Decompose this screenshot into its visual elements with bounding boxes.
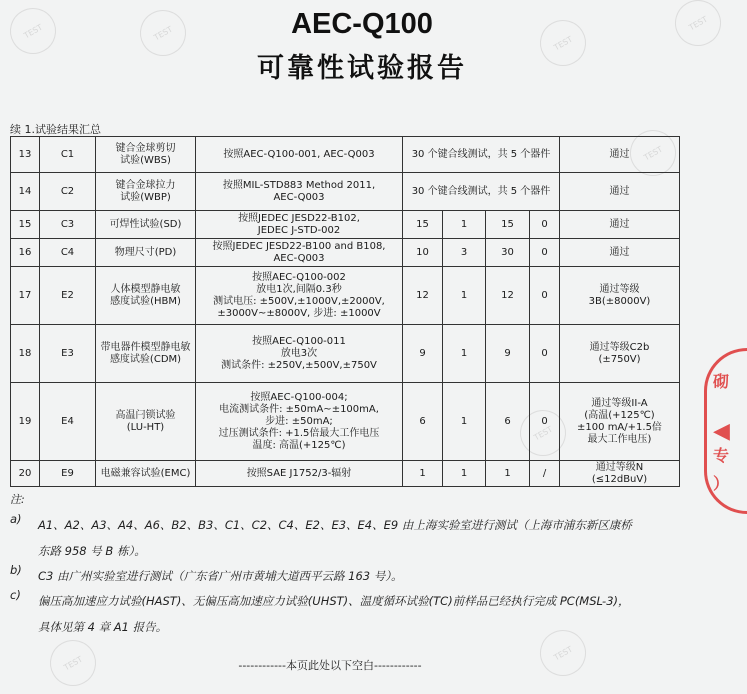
table-row [11,173,680,211]
cell-item: 带电器件模型静电敏 感度试验(CDM) [96,325,196,383]
cell-code: C2 [40,173,96,211]
cell-total: 9 [486,325,530,383]
cell-sample-size: 1 [403,461,443,487]
cell-sample-size: 12 [403,267,443,325]
cell-no: 18 [11,325,40,383]
cell-item: 高温闩锁试验 (LU-HT) [96,383,196,461]
cell-code: E3 [40,325,96,383]
cell-method: 按照AEC-Q100-002 放电1次,间隔0.3秒 测试电压: ±500V,±1000V,±2000V, ±3000V~±8000V, 步进: ±1000V [196,267,403,325]
cell-no: 16 [11,239,40,267]
cell-method: 按照AEC-Q100-001, AEC-Q003 [196,137,403,173]
cell-lots: 1 [443,267,486,325]
cell-total: 12 [486,267,530,325]
results-table [10,136,680,487]
cell-result: 通过等级II-A (高温(+125℃) ±100 mA/+1.5倍 最大工作电压) [560,383,680,461]
cell-fail: 0 [530,267,560,325]
cell-code: E4 [40,383,96,461]
cell-lots: 1 [443,325,486,383]
cell-fail: 0 [530,325,560,383]
cell-fail: 0 [530,383,560,461]
cell-fail: 0 [530,239,560,267]
red-seal-stamp [704,348,747,514]
note-marker: a) [10,512,22,526]
watermark: TEST [512,402,575,465]
report-title: AEC-Q100 [291,8,433,40]
cell-no: 14 [11,173,40,211]
cell-sample-size: 10 [403,239,443,267]
cell-code: E2 [40,267,96,325]
cell-item: 物理尺寸(PD) [96,239,196,267]
cell-lots: 1 [443,461,486,487]
cell-no: 19 [11,383,40,461]
cell-item: 人体模型静电敏 感度试验(HBM) [96,267,196,325]
cell-sample-size: 15 [403,211,443,239]
stamp-char: 砌 [713,372,730,391]
cell-code: C3 [40,211,96,239]
watermark: TEST [2,0,65,62]
watermark: TEST [622,122,685,185]
table-row [11,239,680,267]
cell-code: E9 [40,461,96,487]
cell-lots: 3 [443,239,486,267]
cell-item: 键合金球拉力 试验(WBP) [96,173,196,211]
cell-sample-size: 6 [403,383,443,461]
cell-lots: 1 [443,383,486,461]
cell-method: 按照AEC-Q100-011 放电3次 测试条件: ±250V,±500V,±750V [196,325,403,383]
cell-no: 15 [11,211,40,239]
watermark: TEST [667,0,730,54]
note-marker: b) [10,563,22,577]
cell-code: C1 [40,137,96,173]
cell-no: 13 [11,137,40,173]
cell-result: 通过 [560,211,680,239]
stamp-mark: ◀ [713,419,730,444]
table-row [11,461,680,487]
cell-result: 通过 [560,239,680,267]
cell-lots: 1 [443,211,486,239]
cell-sample-summary: 30 个键合线测试，共 5 个器件 [403,173,560,211]
cell-fail: 0 [530,211,560,239]
watermark: TEST [132,2,195,65]
table-row [11,267,680,325]
cell-item: 电磁兼容试验(EMC) [96,461,196,487]
table-row [11,211,680,239]
note-marker: c) [10,588,21,602]
watermark: TEST [42,632,105,694]
cell-sample-summary: 30 个键合线测试，共 5 个器件 [403,137,560,173]
cell-method: 按照MIL-STD883 Method 2011, AEC-Q003 [196,173,403,211]
watermark: TEST [532,622,595,685]
table-caption: 续 1.试验结果汇总 [10,123,101,136]
cell-result: 通过 [560,137,680,173]
watermark: TEST [532,12,595,75]
cell-total: 6 [486,383,530,461]
stamp-char: ） [713,474,730,493]
cell-no: 20 [11,461,40,487]
cell-method: 按照JEDEC JESD22-B102, JEDEC J-STD-002 [196,211,403,239]
table-row [11,325,680,383]
cell-total: 30 [486,239,530,267]
cell-method: 按照SAE J1752/3-辐射 [196,461,403,487]
table-row [11,137,680,173]
stamp-char: 专 [713,446,730,465]
cell-fail: / [530,461,560,487]
page-end-marker: ------------本页此处以下空白------------ [238,659,422,672]
cell-result: 通过等级N (≤12dBuV) [560,461,680,487]
cell-result: 通过等级 3B(±8000V) [560,267,680,325]
cell-method: 按照JEDEC JESD22-B100 and B108, AEC-Q003 [196,239,403,267]
notes-heading: 注: [10,493,25,506]
note-text: 偏压高加速应力试验(HAST)、无偏压高加速应力试验(UHST)、温度循环试验(TC)前样品已经执行完成 PC(MSL-3)， 具体见第 4 章 A1 报告。 [38,594,630,634]
cell-result: 通过等级C2b (±750V) [560,325,680,383]
cell-item: 键合金球剪切 试验(WBS) [96,137,196,173]
report-subtitle: 可靠性试验报告 [257,53,467,84]
cell-method: 按照AEC-Q100-004; 电流测试条件: ±50mA~±100mA, 步进: ±50mA; 过压测试条件: +1.5倍最大工作电压 温度: 高温(+125℃) [196,383,403,461]
note-text: A1、A2、A3、A4、A6、B2、B3、C1、C2、C4、E2、E3、E4、E9 由上海实验室进行测试（上海市浦东新区康桥 东路 958 号 B 栋）。 [38,518,632,558]
cell-no: 17 [11,267,40,325]
cell-sample-size: 9 [403,325,443,383]
cell-total: 1 [486,461,530,487]
cell-result: 通过 [560,173,680,211]
cell-total: 15 [486,211,530,239]
cell-item: 可焊性试验(SD) [96,211,196,239]
note-text: C3 由广州实验室进行测试（广东省广州市黄埔大道西平云路 163 号）。 [38,569,403,583]
table-row [11,383,680,461]
cell-code: C4 [40,239,96,267]
